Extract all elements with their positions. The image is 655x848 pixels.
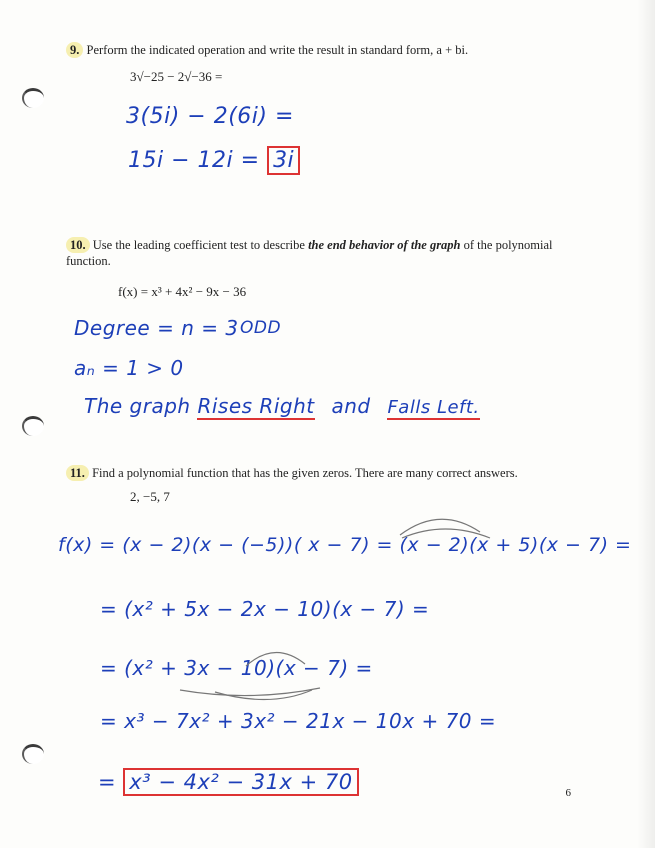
q10-graph-rises: Rises Right (197, 394, 315, 418)
binder-hole-3 (22, 744, 44, 764)
q10-prompt (66, 237, 576, 269)
q11-prompt (66, 465, 518, 481)
q11-answer-box: x³ − 4x² − 31x + 70 (123, 768, 358, 796)
binder-hole-1 (22, 88, 44, 108)
q11-line2: = (x² + 5x − 2x − 10)(x − 7) = (100, 597, 430, 621)
q10-graph-and: and (331, 394, 371, 418)
q11-line5-eq: = (98, 770, 117, 794)
page-number: 6 (565, 787, 571, 799)
q9-number: 9. (66, 42, 83, 58)
q9-prompt (66, 42, 468, 58)
q10-lead-line: aₙ = 1 > 0 (74, 356, 184, 380)
q9-work-line1: 3(5i) − 2(6i) = (126, 104, 294, 129)
q11-line5 (98, 770, 359, 794)
q9-answer-box: 3i (267, 146, 300, 175)
arrow-distribute-4 (215, 690, 312, 700)
q9-expression: 3√−25 − 2√−36 = (130, 69, 223, 84)
arrow-distribute-3 (180, 688, 320, 696)
q9-work-line2-left: 15i − 12i = (128, 148, 260, 173)
q10-degree-odd: ODD (240, 318, 282, 338)
binder-hole-2 (22, 416, 44, 436)
q10-degree-line: Degree = n = 3 (74, 316, 239, 340)
page-shadow (637, 0, 655, 848)
q9-work-line2 (128, 148, 300, 173)
q10-prompt-a: Use the leading coefficient test to describe (92, 238, 305, 252)
q11-zeros: 2, −5, 7 (130, 489, 170, 504)
q10-graph-a: The graph (84, 394, 191, 418)
q11-line4: = x³ − 7x² + 3x² − 21x − 10x + 70 = (100, 709, 497, 733)
q9-prompt-text: Perform the indicated operation and write the result in standard form, a + bi. (86, 43, 469, 57)
q10-prompt-emph: the end behavior of the graph (308, 238, 461, 252)
arrow-distribute-1 (400, 519, 480, 535)
q10-prompt-b: of the polynomial function. (66, 238, 553, 268)
q10-function: f(x) = x³ + 4x² − 9x − 36 (118, 284, 247, 299)
q11-line3: = (x² + 3x − 10)(x − 7) = (100, 656, 373, 680)
q11-number: 11. (66, 465, 89, 481)
q10-number: 10. (66, 237, 90, 253)
q10-graph-falls: Falls Left. (387, 397, 480, 418)
q11-line1: f(x) = (x − 2)(x − (−5))( x − 7) = (x − 2)(x + 5)(x − 7) = (58, 534, 632, 556)
q10-graph-line (84, 394, 480, 418)
q11-prompt-text: Find a polynomial function that has the given zeros. There are many correct answers. (92, 466, 518, 480)
